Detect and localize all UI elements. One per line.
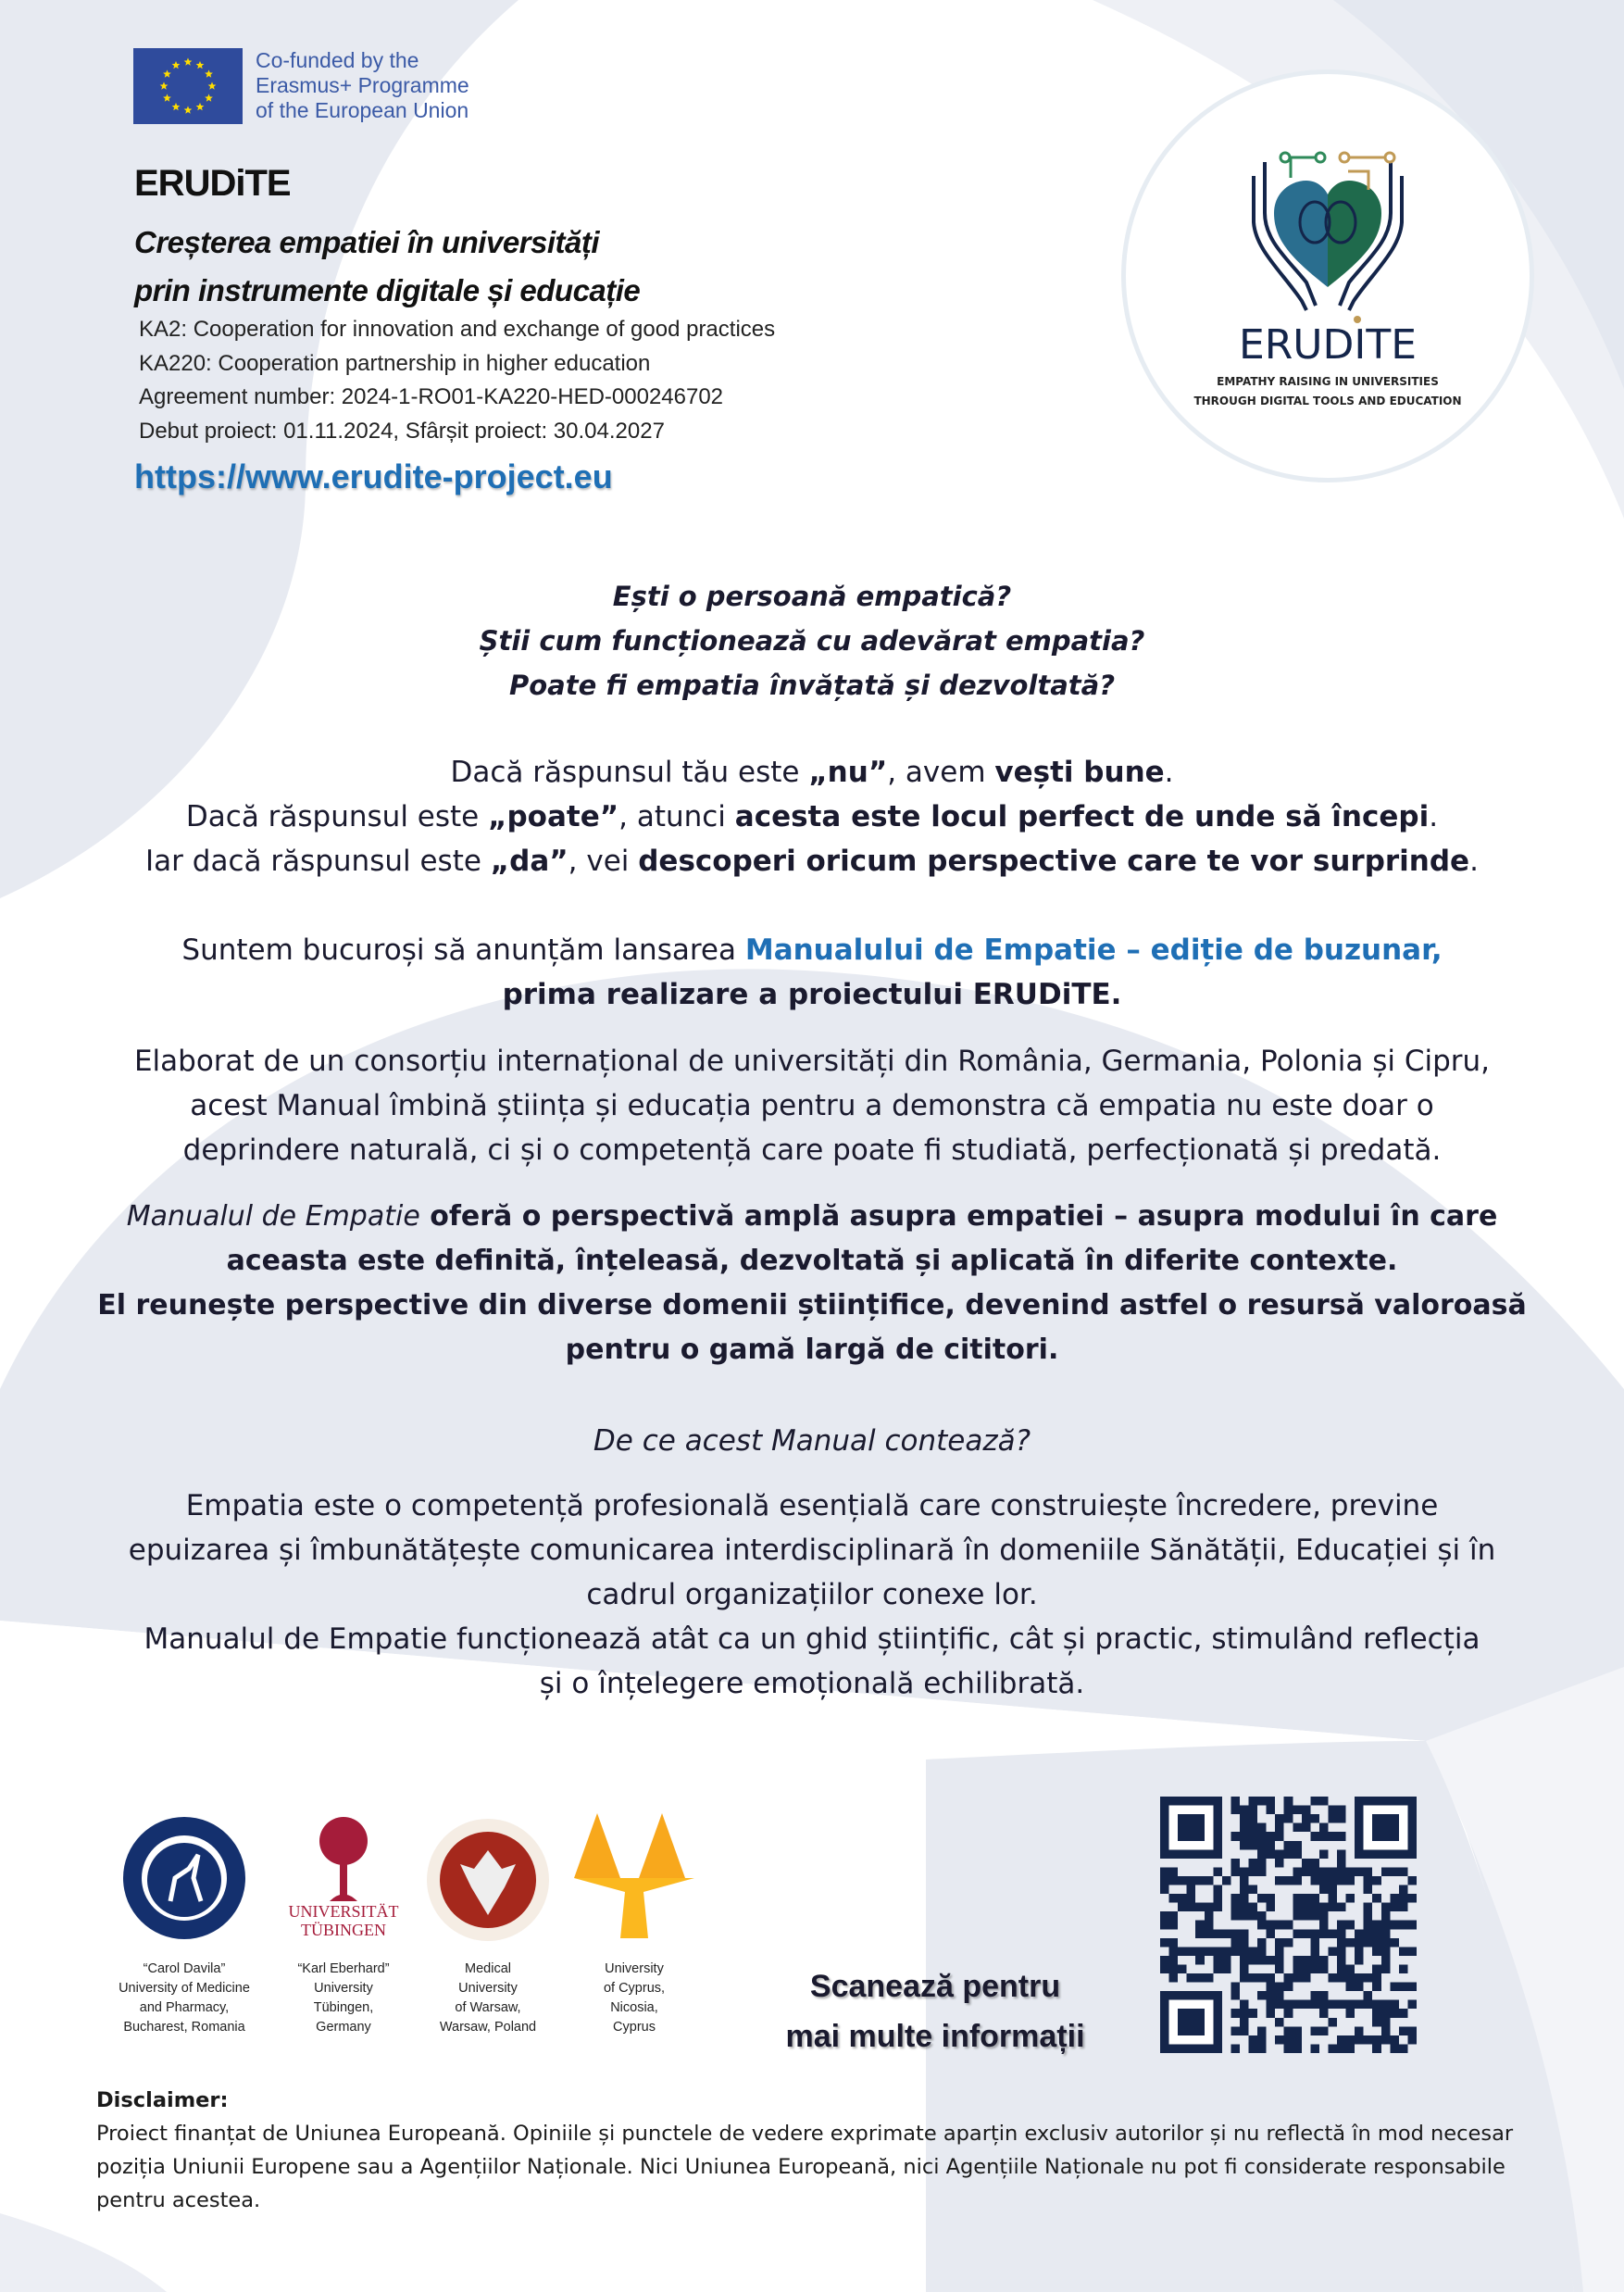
announcement: Suntem bucuroși să anunțăm lansarea Manualului de Empatie – ediție de buzunar, prima realizare a proiectului ERUDiTE. <box>181 933 1443 1011</box>
scan-prompt: Scanează pentru mai multe informații <box>785 1969 1085 2054</box>
tubingen-tree-logo-icon <box>279 1813 408 1943</box>
project-title: Creșterea empatiei în universități prin instrumente digitale și educație <box>134 225 641 307</box>
partner-cyprus: University of Cyprus, Nicosia, Cyprus <box>565 1813 704 2037</box>
erudite-logo <box>1121 69 1534 482</box>
svg-text:UNIVERSITÄT: UNIVERSITÄT <box>288 1902 399 1921</box>
logo-wordmark: ERUDITE <box>1238 321 1418 369</box>
project-acronym: ERUDiTE <box>134 163 291 204</box>
why-paragraph: Empatia este o competență profesională esențială care construiește încredere, previne epuizarea și îmbunătățește comunicarea interdisciplinară în domeniile Sănătății, Educației și în cadrul organizațiilor conexe lor. Manualul de Empatie funcționează atât ca un ghid științific, cât și practic, stimulând reflecția și o înțelegere emoțională echilibrată. <box>128 1489 1496 1700</box>
eu-flag-logo <box>133 48 243 124</box>
manual-link[interactable]: Manualului de Empatie – ediție de buzunar, <box>744 933 1443 967</box>
eu-funding-statement: Co-funded by the Erasmus+ Programme of the European Union <box>256 48 469 122</box>
svg-text:EMPATHY RAISING IN UNIVERSITIE: EMPATHY RAISING IN UNIVERSITIES <box>1217 375 1439 388</box>
answers-paragraph: Dacă răspunsul tău este „nu”, avem vești bune. Dacă răspunsul este „poate”, atunci acesta este locul perfect de unde să începi. Iar dacă răspunsul este „da”, vei descoperi oricum perspective care te vor surprinde. <box>145 756 1479 878</box>
svg-text:THROUGH DIGITAL TOOLS AND EDUC: THROUGH DIGITAL TOOLS AND EDUCATION <box>1193 395 1462 407</box>
disclaimer-heading: Disclaimer: <box>96 2088 229 2112</box>
disclaimer <box>96 2084 1537 2217</box>
qr-code[interactable] <box>1160 1797 1417 2053</box>
partner-tubingen: UNIVERSITÄT TÜBINGEN “Karl Eberhard” University Tübingen, Germany <box>274 1813 413 2037</box>
meta-line: Debut proiect: 01.11.2024, Sfârșit proiect: 30.04.2027 <box>139 418 665 444</box>
disclaimer-text: Proiect finanțat de Uniunea Europeană. Opiniile și punctele de vedere exprimate aparțin exclusiv autorilor și nu reflectă în mod necesar poziția Uniunii Europene sau a Agențiilor Naționale. Nici Uniunea Europeană, nici Agențiile Naționale nu pot fi considerate responsabile pentru acestea. <box>96 2122 1514 2212</box>
cyprus-trees-logo-icon <box>569 1813 699 1943</box>
meta-line: KA2: Cooperation for innovation and exchange of good practices <box>139 317 776 342</box>
partner-carol-davila: “Carol Davila” University of Medicine and Pharmacy, Bucharest, Romania <box>115 1813 254 2037</box>
warsaw-medical-seal-icon <box>423 1813 553 1943</box>
intro-questions: Ești o persoană empatică? Știi cum funcționează cu adevărat empatia? Poate fi empatia învățată și dezvoltată? <box>479 581 1145 701</box>
hands-heart-brain-icon <box>1126 74 1530 478</box>
meta-line: KA220: Cooperation partnership in higher education <box>139 350 651 376</box>
partner-warsaw: Medical University of Warsaw, Warsaw, Poland <box>418 1813 557 2037</box>
meta-line: Agreement number: 2024-1-RO01-KA220-HED-000246702 <box>139 384 724 409</box>
consortium-paragraph: Elaborat de un consorțiu internațional de universități din România, Germania, Polonia și Cipru, acest Manual îmbină știința și educația pentru a demonstra că empatia nu este doar o deprindere naturală, ci și o competență care poate fi studiată, perfecționată și predată. <box>133 1045 1491 1167</box>
why-heading: De ce acest Manual contează? <box>593 1424 1031 1458</box>
manual-description: Manualul de Empatie oferă o perspectivă amplă asupra empatiei – asupra modului în care aceasta este definită, înțeleasă, dezvoltată și aplicată în diferite contexte. El reunește perspective din diverse domenii științifice, devenind astfel o resursă valoroasă pentru o gamă largă de cititori. <box>97 1200 1527 1366</box>
svg-text:TÜBINGEN: TÜBINGEN <box>301 1921 386 1939</box>
project-website-link[interactable]: https://www.erudite-project.eu <box>134 457 613 495</box>
project-meta <box>139 313 775 448</box>
carol-davila-seal-icon <box>119 1813 249 1943</box>
